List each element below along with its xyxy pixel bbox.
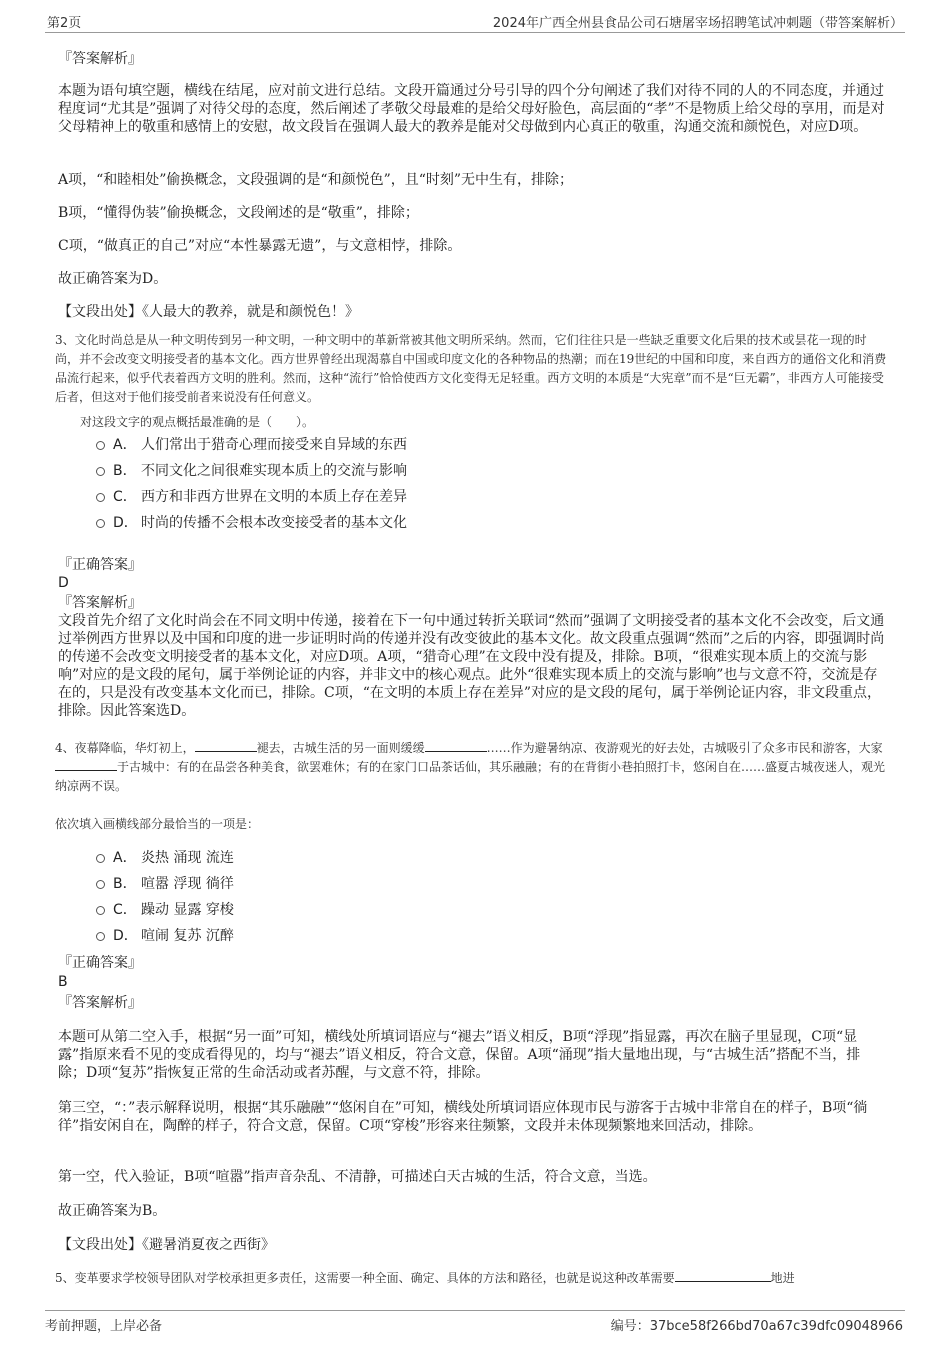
q4-option-d[interactable]: D． 喧闹 复苏 沉醉 bbox=[96, 926, 234, 946]
q4-analysis-p2: 第三空，“：”表示解释说明，根据“其乐融融”“悠闲自在”可知，横线处所填词语应体现市民与游客于古城中非常自在的样子，B项“徜徉”指安闲自在，陶醉的样子，符合文意，保留。C项“穿梭”形容来往频繁，文段并未体现频繁地来回活动，排除。 bbox=[58, 1100, 868, 1134]
q2-source bbox=[58, 303, 888, 321]
radio-icon[interactable] bbox=[96, 906, 105, 915]
blank-3 bbox=[55, 758, 117, 771]
q4-ask: 依次填入画横线部分最恰当的一项是： bbox=[55, 817, 260, 831]
q4-source bbox=[58, 1236, 888, 1254]
blank-2 bbox=[425, 739, 487, 752]
q4-analysis-label: 『答案解析』 bbox=[58, 995, 142, 1011]
radio-icon[interactable] bbox=[96, 932, 105, 941]
page-header bbox=[45, 10, 905, 33]
q3-answer: D bbox=[58, 575, 69, 591]
q2-option-b-analysis: B项，“懂得伪装”偷换概念，文段阐述的是“敬重”，排除； bbox=[58, 205, 419, 221]
q2-source-title: 《人最大的教养，就是和颜悦色！》 bbox=[142, 304, 359, 320]
q2-option-a-analysis: A项，“和睦相处”偷换概念，文段强调的是“和颜悦色”，且“时刻”无中生有，排除； bbox=[58, 172, 574, 188]
q3-option-d[interactable]: D． 时尚的传播不会根本改变接受者的基本文化 bbox=[96, 513, 407, 533]
q4-analysis-p1: 本题可从第二空入手，根据“另一面”可知，横线处所填词语应与“褪去”语义相反，B项“浮现”指显露，再次在脑子里显现，C项“显露”指原来看不见的变成看得见的，均与“褪去”语义相反，符合文意，保留。A项“涌现”指大量地出现，与“古城生活”搭配不当，排除；D项“复苏”指恢复正常的生命活动或者苏醒，与文意不符，排除。 bbox=[58, 1029, 861, 1081]
q4-stem: 4、夜幕降临，华灯初上， 褪去，古城生活的另一面则缓缓 ……作为避暑纳凉、夜游观光的好去处，古城吸引了众多市民和游客，大家于古城中：有的在品尝各种美食，欲罢难休；有的在家门口品茶话仙，其乐融融；有的在背街小巷拍照打卡，悠闲自在……盛夏古城夜迷人，观光纳凉两不误。 bbox=[55, 741, 886, 793]
radio-icon[interactable] bbox=[96, 467, 105, 476]
radio-icon[interactable] bbox=[96, 854, 105, 863]
q4-answer-label: 『正确答案』 bbox=[58, 955, 142, 971]
blank-1 bbox=[675, 1269, 771, 1282]
page-number: 第2页 bbox=[47, 16, 82, 31]
q5-stem: 5、变革要求学校领导团队对学校承担更多责任，这需要一种全面、确定、具体的方法和路径，也就是说这种改革需要 地进 bbox=[55, 1271, 795, 1285]
radio-icon[interactable] bbox=[96, 493, 105, 502]
document-id: 编号：37bce58f266bd70a67c39dfc09048966 bbox=[610, 1319, 903, 1334]
radio-icon[interactable] bbox=[96, 519, 105, 528]
footer-slogan: 考前押题，上岸必备 bbox=[45, 1319, 163, 1334]
q3-analysis-label: 『答案解析』 bbox=[58, 595, 142, 611]
q2-option-c-analysis: C项，“做真正的自己”对应“本性暴露无遗”，与文意相悖，排除。 bbox=[58, 238, 462, 254]
q2-final-answer: 故正确答案为D。 bbox=[58, 271, 168, 287]
q2-analysis-label: 『答案解析』 bbox=[58, 51, 142, 67]
q4-answer: B bbox=[58, 974, 68, 990]
page-footer bbox=[45, 1310, 905, 1334]
q3-stem: 3、文化时尚总是从一种文明传到另一种文明，一种文明中的革新常被其他文明所采纳。然而，它们往往只是一些缺乏重要文化后果的技术或昙花一现的时尚，并不会改变文明接受者的基本文化。西方世界曾经出现渴慕自中国或印度文化的各种物品的热潮；而在19世纪的中国和印度，来自西方的通俗文化和消费品流行起来，似乎代表着西方文明的胜利。然而，这种“流行”恰恰使西方文化变得无足轻重。西方文明的本质是“大宪章”而不是“巨无霸”，非西方人可能接受后者，但这对于他们接受前者来说没有任何意义。 bbox=[55, 333, 887, 404]
q4-analysis-p3: 第一空，代入验证，B项“喧嚣”指声音杂乱、不清静，可描述白天古城的生活，符合文意，当选。 bbox=[58, 1169, 657, 1185]
blank-1 bbox=[195, 739, 257, 752]
q4-option-b[interactable]: B． 喧嚣 浮现 徜徉 bbox=[96, 874, 234, 894]
q2-analysis: 本题为语句填空题，横线在结尾，应对前文进行总结。文段开篇通过分号引导的四个分句阐述了我们对待不同的人的不同态度，并通过程度词“尤其是”强调了对待父母的态度，然后阐述了孝敬父母最难的是给父母好脸色，高层面的“孝”不是物质上给父母的享用，而是对父母精神上的敬重和感情上的安慰，故文段旨在强调人最大的教养是能对父母做到内心真正的敬重，沟通交流和颜悦色，对应D项。 bbox=[58, 83, 885, 135]
q4-option-c[interactable]: C． 躁动 显露 穿梭 bbox=[96, 900, 234, 920]
q3-option-a[interactable]: A． 人们常出于猎奇心理而接受来自异域的东西 bbox=[96, 435, 407, 455]
q4-option-a[interactable]: A． 炎热 涌现 流连 bbox=[96, 848, 234, 868]
q4-source-title: 《避暑消夏夜之西街》 bbox=[142, 1237, 275, 1253]
q2-source-label: 【文段出处】 bbox=[58, 304, 142, 320]
q4-source-label: 【文段出处】 bbox=[58, 1237, 142, 1253]
q3-option-c[interactable]: C． 西方和非西方世界在文明的本质上存在差异 bbox=[96, 487, 407, 507]
radio-icon[interactable] bbox=[96, 880, 105, 889]
q3-answer-label: 『正确答案』 bbox=[58, 557, 142, 573]
q4-final-answer: 故正确答案为B。 bbox=[58, 1203, 167, 1219]
q3-ask: 对这段文字的观点概括最准确的是（ ）。 bbox=[80, 415, 315, 429]
q3-analysis: 文段首先介绍了文化时尚会在不同文明中传递，接着在下一句中通过转折关联词“然而”强调了文明接受者的基本文化不会改变，后文通过举例西方世界以及中国和印度的进一步证明时尚的传递并没有改变彼此的基本文化。故文段重点强调“然而”之后的内容，即强调时尚的传递不会改变文明接受者的基本文化，对应D项。A项，“猎奇心理”在文段中没有提及，排除。B项，“很难实现本质上的交流与影响”对应的是文段的尾句，属于举例论证的内容，并非文中的核心观点。此外“很难实现本质上的交流与影响”也与文意不符，交流是存在的，只是没有改变基本文化而已，排除。C项，“在文明的本质上存在差异”对应的是文段的尾句，属于举例论证内容，非文段重点，排除。因此答案选D。 bbox=[58, 613, 885, 719]
document-title: 2024年广西全州县食品公司石塘屠宰场招聘笔试冲刺题（带答案解析） bbox=[492, 16, 903, 31]
q3-option-b[interactable]: B． 不同文化之间很难实现本质上的交流与影响 bbox=[96, 461, 407, 481]
radio-icon[interactable] bbox=[96, 441, 105, 450]
